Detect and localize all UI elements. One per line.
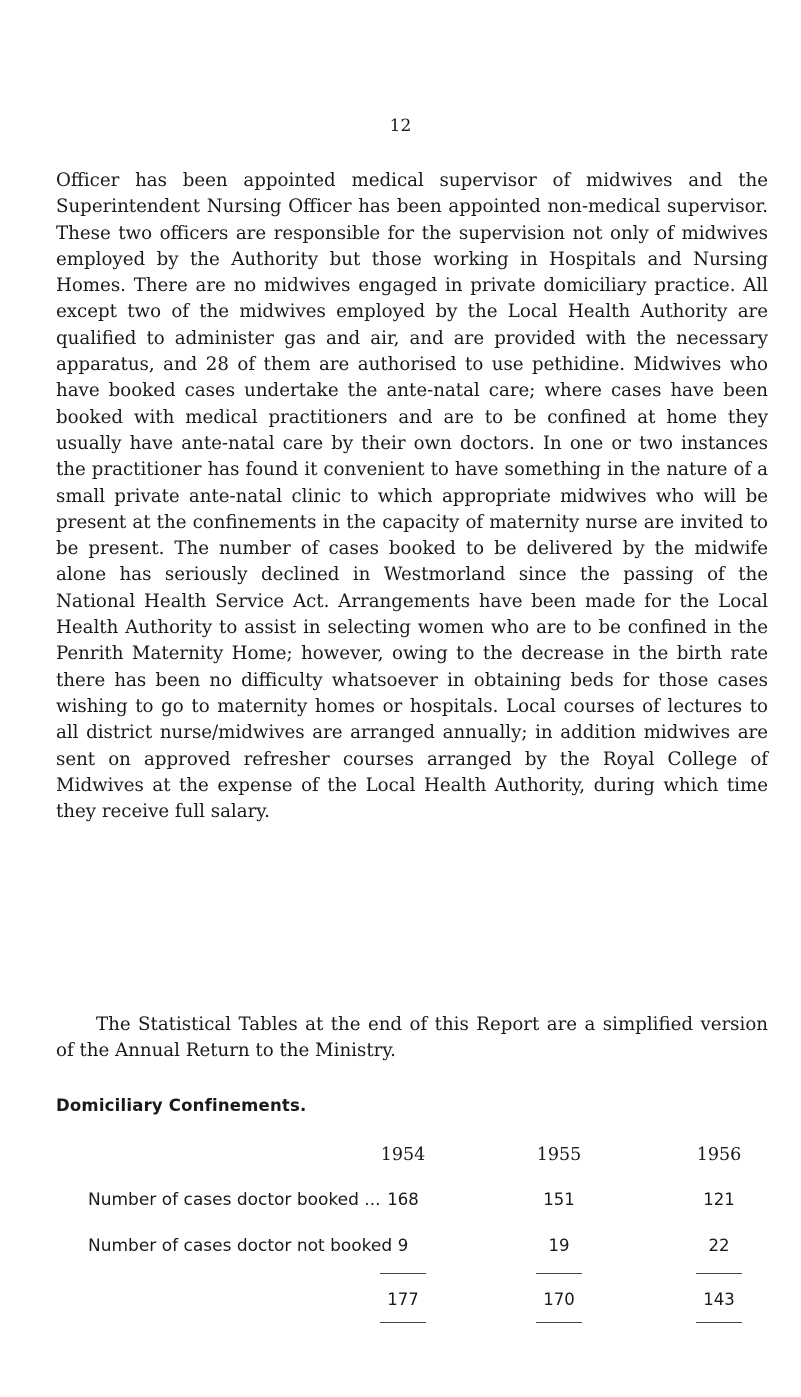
year-header-1955: 1955: [536, 1145, 582, 1165]
total-rule: [536, 1273, 582, 1274]
total-cell: 170: [543, 1290, 575, 1309]
body-paragraph-2: The Statistical Tables at the end of this Report are a simplified version of the Annual Return to the Ministry.: [56, 1014, 768, 1062]
table-cell: 22: [708, 1236, 730, 1255]
section-heading: Domiciliary Confinements.: [56, 1096, 307, 1115]
year-header-1956: 1956: [696, 1145, 742, 1165]
total-cell: 143: [703, 1290, 735, 1309]
table-cell: 121: [703, 1190, 735, 1209]
total-underline: [380, 1322, 426, 1323]
total-cell: 177: [387, 1290, 419, 1309]
table-cell: 19: [548, 1236, 570, 1255]
table-cell: 151: [543, 1190, 575, 1209]
total-rule: [696, 1273, 742, 1274]
body-paragraph-1: Officer has been appointed medical supervisor of midwives and the Superintendent Nursing Officer has been appointed non-medical supervisor. These two officers are responsible for the supervision not only of midwives employed by the Authority but those working in Hospitals and Nursing Homes. There are no midwives engaged in private domiciliary practice. All except two of the midwives employed by the Local Health Authority are qualified to administer gas and air, and are provided with the necessary apparatus, and 28 of them are authorised to use pethidine. Midwives who have booked cases undertake the ante-natal care; where cases have been booked with medical practitioners and are to be confined at home they usually have ante-natal care by their own doctors. In one or two instances the practitioner has found it convenient to have something in the nature of a small private ante-natal clinic to which appropriate midwives who will be present at the confinements in the capacity of maternity nurse are invited to be present. The number of cases booked to be delivered by the midwife alone has seriously declined in Westmorland since the passing of the National Health Service Act. Arrangements have been made for the Local Health Authority to assist in selecting women who are to be confined in the Penrith Maternity Home; however, owing to the decrease in the birth rate there has been no difficulty whatsoever in obtaining beds for those cases wishing to go to maternity homes or hospitals. Local courses of lectures to all district nurse/midwives are arranged annually; in addition midwives are sent on approved refresher courses arranged by the Royal College of Midwives at the expense of the Local Health Authority, during which time they receive full salary.: [56, 170, 768, 823]
year-header-1954: 1954: [380, 1145, 426, 1165]
row-label-doctor-booked: Number of cases doctor booked ...: [88, 1190, 381, 1210]
table-cell: 9: [397, 1236, 409, 1255]
page-number: 12: [389, 116, 412, 136]
total-underline: [696, 1322, 742, 1323]
total-rule: [380, 1273, 426, 1274]
total-underline: [536, 1322, 582, 1323]
table-cell: 168: [387, 1190, 419, 1209]
row-label-doctor-not-booked: Number of cases doctor not booked: [88, 1236, 393, 1256]
